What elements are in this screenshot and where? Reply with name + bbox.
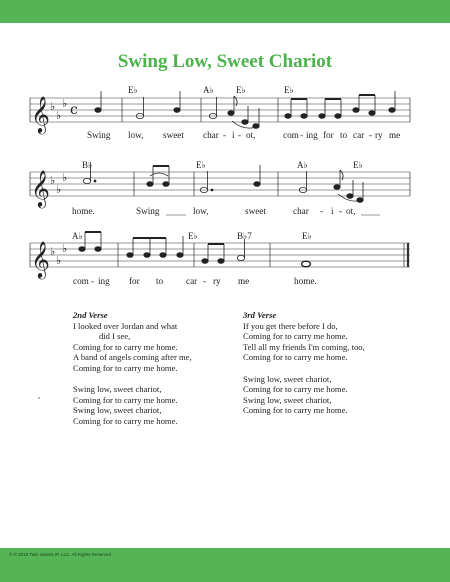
lyric-word: i: [232, 130, 235, 140]
svg-text:𝄞: 𝄞: [31, 240, 50, 278]
lyric-word: low,: [193, 206, 209, 216]
chord-symbol: A♭: [72, 231, 83, 241]
verse-line: I looked over Jordan and what: [73, 320, 178, 331]
svg-text:♭: ♭: [56, 254, 62, 267]
lyric-word: car: [353, 130, 365, 140]
note: [144, 253, 150, 258]
lyric-word: for: [323, 130, 334, 140]
lyric-word: home.: [72, 206, 95, 216]
lyric-word: home.: [294, 276, 317, 286]
chord-symbol: E♭: [196, 160, 206, 170]
chord-symbol: E♭: [128, 85, 138, 95]
lyric-word: i: [331, 206, 334, 216]
note: [202, 259, 208, 264]
verse-line: If you get there before I do,: [243, 320, 338, 331]
svg-text:♭: ♭: [62, 171, 68, 184]
lyric-word: ry: [375, 130, 383, 140]
lyric-hyphen: -: [91, 276, 95, 286]
verse-line: Tell all my friends I'm coming, too,: [243, 341, 365, 352]
chord-symbol: B♭: [82, 160, 93, 170]
note: [237, 255, 245, 260]
lyric-word: ing: [306, 130, 318, 140]
lyric-hyphen: -: [203, 276, 207, 286]
lyric-hyphen: -: [223, 130, 227, 140]
lyric-word: for: [129, 276, 140, 286]
verse-line: Swing low, sweet chariot,: [73, 405, 162, 416]
note: [218, 259, 224, 264]
verse-heading: 2nd Verse: [73, 310, 108, 320]
verse-line: Coming for to carry me home.: [243, 384, 348, 395]
note: [177, 253, 183, 258]
lyric-word: sweet: [245, 206, 266, 216]
svg-text:c: c: [70, 102, 78, 118]
lyric-word: sweet: [163, 130, 184, 140]
verse-line: Swing low, sweet chariot,: [73, 384, 162, 395]
lyric-word: car: [186, 276, 198, 286]
verse-line: [243, 363, 365, 374]
lyric-hyphen: -: [238, 130, 242, 140]
verse-line: Swing low, sweet chariot,: [243, 373, 332, 384]
lyric-word: char: [203, 130, 219, 140]
lyric-word: to: [340, 130, 348, 140]
stray-mark: [38, 397, 40, 399]
verse-line: Coming for to carry me home.: [73, 341, 178, 352]
copyright-notice: © ℗ 2018 Twin Sisters IP, LLC. All Rights Reserved: [9, 552, 112, 557]
chord-symbol: B♭7: [237, 231, 252, 241]
svg-text:♭: ♭: [62, 97, 68, 110]
melisma-lines: [0, 0, 450, 230]
lyric-word: to: [156, 276, 164, 286]
lyric-word: me: [238, 276, 250, 286]
svg-text:♭: ♭: [50, 245, 56, 258]
lyric-word: ry: [213, 276, 221, 286]
verse-line: Coming for to carry me home.: [73, 362, 178, 373]
chord-symbol: E♭: [284, 85, 294, 95]
lyric-hyphen: -: [369, 130, 373, 140]
note: [127, 253, 133, 258]
whole-note: [302, 261, 311, 267]
verse-heading: 3rd Verse: [243, 310, 277, 320]
lyric-hyphen: -: [339, 206, 343, 216]
verse-line: Swing low, sweet chariot,: [243, 394, 332, 405]
verse-line: Coming for to carry me home.: [73, 415, 178, 426]
verse-line: A band of angels coming after me,: [73, 352, 192, 363]
lyric-word: Swing: [136, 206, 160, 216]
lyric-word: char: [293, 206, 309, 216]
verse-line: Coming for to carry me home.: [243, 331, 348, 342]
chord-symbol: A♭: [297, 160, 308, 170]
verse-line: Coming for to carry me home.: [243, 352, 348, 363]
svg-text:♭: ♭: [50, 174, 56, 187]
bottom-green-band: [0, 548, 450, 582]
svg-text:♭: ♭: [62, 242, 68, 255]
verse-line: Coming for to carry me home.: [73, 394, 178, 405]
svg-text:𝄞: 𝄞: [31, 95, 50, 133]
svg-text:♭: ♭: [56, 183, 62, 196]
chord-symbol: E♭: [353, 160, 363, 170]
lyric-word: ing: [98, 276, 110, 286]
lyric-word: com: [283, 130, 299, 140]
lyric-word: ot,: [346, 206, 356, 216]
svg-text:♭: ♭: [50, 100, 56, 113]
verse-line: did I see,: [99, 331, 131, 342]
chord-symbol: A♭: [203, 85, 214, 95]
lyric-word: ot,: [246, 130, 256, 140]
svg-text:𝄞: 𝄞: [31, 169, 50, 207]
note: [160, 253, 166, 258]
lyric-hyphen: -: [320, 206, 324, 216]
verse-line: [73, 374, 192, 385]
note: [95, 247, 101, 252]
lyric-word: me: [389, 130, 401, 140]
lyric-hyphen: -: [300, 130, 304, 140]
chord-symbol: E♭: [236, 85, 246, 95]
verse-3: [243, 310, 365, 416]
lyric-word: com: [73, 276, 89, 286]
verse-line: Coming for to carry me home.: [243, 405, 348, 416]
svg-text:♭: ♭: [56, 109, 62, 122]
chord-symbol: E♭: [302, 231, 312, 241]
lyric-word: Swing: [87, 130, 111, 140]
chord-symbol: E♭: [188, 231, 198, 241]
lyric-word: low,: [128, 130, 144, 140]
note: [79, 247, 85, 252]
verse-2: [73, 310, 192, 427]
song-title: Swing Low, Sweet Chariot: [117, 51, 333, 72]
